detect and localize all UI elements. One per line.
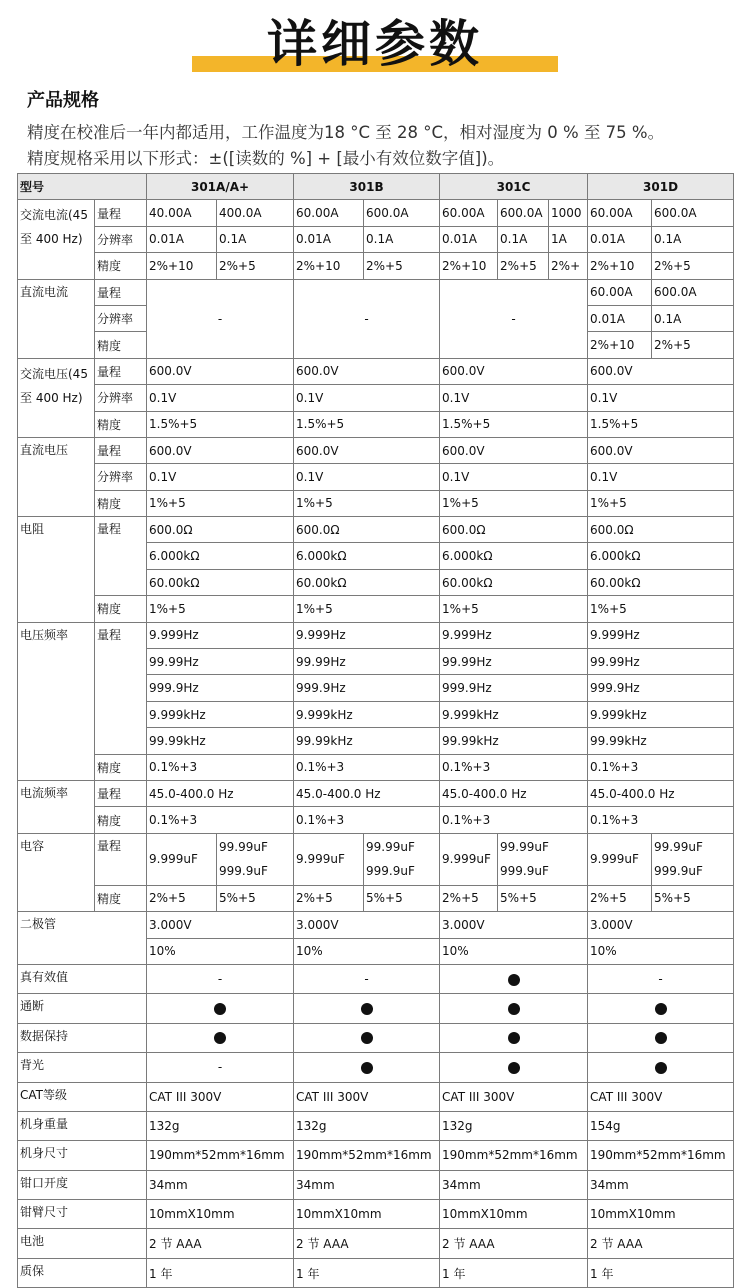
cell: 600.0V [147, 437, 294, 463]
cell: 60.00kΩ [147, 569, 294, 595]
table-row [18, 622, 734, 648]
cell: 400.0A [217, 200, 294, 226]
page-title: 详细参数 [267, 15, 483, 73]
range-label: 量程 [95, 358, 147, 384]
cell: 0.1V [588, 385, 734, 411]
cell: 0.1V [294, 464, 440, 490]
supported-cell [440, 964, 588, 993]
cap-range-max: 999.9uF [366, 864, 415, 879]
cell: 600.0A [652, 200, 734, 226]
ac-current-label: 交流电流(45至 400 Hz) [18, 200, 95, 279]
table-row [18, 517, 734, 543]
cell: 45.0-400.0 Hz [440, 780, 588, 806]
table-row [18, 358, 734, 384]
accuracy-format-note: 精度规格采用以下形式：±([读数的 %] + [最小有效位数字值])。 [27, 149, 505, 168]
cell: 60.00A [440, 200, 498, 226]
cell: 10mmX10mm [588, 1200, 734, 1229]
table-row [18, 464, 734, 490]
cell: 0.1A [364, 226, 440, 252]
cell: 99.99kHz [147, 728, 294, 754]
cell: 1 年 [440, 1258, 588, 1287]
cell: 99.99Hz [147, 649, 294, 675]
cell: 9.999kHz [147, 701, 294, 727]
arm-size-label: 钳臂尺寸 [18, 1200, 147, 1229]
cell: 600.0V [440, 437, 588, 463]
cell: 9.999kHz [588, 701, 734, 727]
cell: 0.1V [147, 385, 294, 411]
cell: 6.000kΩ [440, 543, 588, 569]
model-301c: 301C [440, 174, 588, 200]
cell: 60.00A [588, 200, 652, 226]
cell: 2%+5 [652, 253, 734, 279]
cell: 99.99kHz [294, 728, 440, 754]
cell: 6.000kΩ [588, 543, 734, 569]
cell: 1%+5 [440, 596, 588, 622]
supported-cell [440, 994, 588, 1023]
cell: 99.99kHz [440, 728, 588, 754]
cap-range-high: 99.99uF [654, 840, 703, 855]
cell: 190mm*52mm*16mm [588, 1141, 734, 1170]
cell: 34mm [588, 1170, 734, 1199]
cell: 10% [588, 938, 734, 964]
cell: 1%+5 [588, 490, 734, 516]
supported-cell [147, 1023, 294, 1052]
cell: 2 节 AAA [294, 1229, 440, 1258]
cell: 0.1%+3 [294, 754, 440, 780]
accuracy-label: 精度 [95, 253, 147, 279]
cap-range-high: 99.99uF [219, 840, 268, 855]
cell: 60.00A [294, 200, 364, 226]
cell: 2 节 AAA [147, 1229, 294, 1258]
cell: 1%+5 [588, 596, 734, 622]
accuracy-label: 精度 [95, 596, 147, 622]
range-label: 量程 [95, 279, 147, 305]
filled-circle-icon [361, 1032, 373, 1044]
cell: 0.1V [294, 385, 440, 411]
cell: 132g [294, 1111, 440, 1140]
cell: 600.0A [652, 279, 734, 305]
cell: 45.0-400.0 Hz [147, 780, 294, 806]
cell: 0.1%+3 [440, 754, 588, 780]
not-supported-cell: - [147, 279, 294, 358]
cell: 99.99kHz [588, 728, 734, 754]
cell: 0.1%+3 [588, 807, 734, 833]
cell: 9.999Hz [588, 622, 734, 648]
cell: 1%+5 [294, 596, 440, 622]
cell: 1.5%+5 [440, 411, 588, 437]
cell: 99.99Hz [294, 649, 440, 675]
cell: 1.5%+5 [588, 411, 734, 437]
resolution-label: 分辨率 [95, 305, 147, 331]
cell: 9.999kHz [440, 701, 588, 727]
table-row [18, 912, 734, 938]
true-rms-label: 真有效值 [18, 964, 147, 993]
cell: 0.01A [440, 226, 498, 252]
supported-cell [588, 1023, 734, 1052]
cell: 5%+5 [498, 885, 588, 911]
cell: 190mm*52mm*16mm [440, 1141, 588, 1170]
table-row [18, 964, 734, 993]
cell [652, 833, 734, 885]
cell: 600.0V [147, 358, 294, 384]
cell: 1%+5 [294, 490, 440, 516]
jaw-opening-label: 钳口开度 [18, 1170, 147, 1199]
cell: 0.1A [498, 226, 549, 252]
supported-cell [440, 1053, 588, 1082]
range-label: 量程 [95, 437, 147, 463]
resistance-label: 电阻 [18, 517, 95, 623]
cap-range-max: 999.9uF [500, 864, 549, 879]
cell: 2 节 AAA [588, 1229, 734, 1258]
cell: 2%+5 [364, 253, 440, 279]
cell: 2%+5 [498, 253, 549, 279]
supported-cell [147, 994, 294, 1023]
cell: 2%+ [549, 253, 588, 279]
cell: 0.1V [440, 385, 588, 411]
accuracy-label: 精度 [95, 885, 147, 911]
ac-voltage-label: 交流电压(45至 400 Hz) [18, 358, 95, 437]
table-row [18, 885, 734, 911]
supported-cell [440, 1023, 588, 1052]
continuity-label: 通断 [18, 994, 147, 1023]
supported-cell [294, 994, 440, 1023]
cap-range-high: 99.99uF [500, 840, 549, 855]
cell: 0.1V [147, 464, 294, 490]
cell: 0.1%+3 [147, 754, 294, 780]
model-label: 型号 [18, 174, 147, 200]
cell: 0.1%+3 [294, 807, 440, 833]
weight-label: 机身重量 [18, 1111, 147, 1140]
cell: 10% [294, 938, 440, 964]
range-label: 量程 [95, 833, 147, 885]
cell: 600.0V [294, 437, 440, 463]
cell: 1 年 [147, 1258, 294, 1287]
cell: 3.000V [147, 912, 294, 938]
cell: 60.00kΩ [440, 569, 588, 595]
cell: 99.99Hz [440, 649, 588, 675]
cell: 10mmX10mm [147, 1200, 294, 1229]
section-heading: 产品规格 [27, 90, 99, 111]
cell: 3.000V [294, 912, 440, 938]
cell: 1 年 [294, 1258, 440, 1287]
supported-cell [294, 1023, 440, 1052]
cell: 60.00kΩ [294, 569, 440, 595]
supported-cell [588, 1053, 734, 1082]
backlight-label: 背光 [18, 1053, 147, 1082]
cell: 9.999kHz [294, 701, 440, 727]
range-label: 量程 [95, 622, 147, 754]
table-row [18, 1111, 734, 1140]
cell: 132g [147, 1111, 294, 1140]
table-row [18, 411, 734, 437]
accuracy-label: 精度 [95, 490, 147, 516]
voltage-frequency-label: 电压频率 [18, 622, 95, 780]
table-row [18, 490, 734, 516]
cell: 34mm [294, 1170, 440, 1199]
resolution-label: 分辨率 [95, 385, 147, 411]
cell: 9.999Hz [294, 622, 440, 648]
cell: 45.0-400.0 Hz [294, 780, 440, 806]
cell: 99.99Hz [588, 649, 734, 675]
model-301d: 301D [588, 174, 734, 200]
cell: 10mmX10mm [294, 1200, 440, 1229]
cell: 9.999Hz [147, 622, 294, 648]
cell: 0.1V [588, 464, 734, 490]
not-supported-cell: - [147, 1053, 294, 1082]
cell: 9.999uF [294, 833, 364, 885]
cell: 2%+5 [652, 332, 734, 358]
cell: 600.0Ω [294, 517, 440, 543]
cell: 999.9Hz [147, 675, 294, 701]
cell: 2%+10 [147, 253, 217, 279]
cell: 600.0A [498, 200, 549, 226]
cell: 2%+5 [440, 885, 498, 911]
filled-circle-icon [655, 1062, 667, 1074]
cell: 2%+10 [440, 253, 498, 279]
cell: 600.0V [294, 358, 440, 384]
cell: 5%+5 [217, 885, 294, 911]
cell: 2%+5 [217, 253, 294, 279]
table-row [18, 754, 734, 780]
data-hold-label: 数据保持 [18, 1023, 147, 1052]
cell: 45.0-400.0 Hz [588, 780, 734, 806]
cell: 2%+10 [294, 253, 364, 279]
diode-label: 二极管 [18, 912, 147, 965]
table-row [18, 385, 734, 411]
filled-circle-icon [508, 1032, 520, 1044]
cell: 34mm [147, 1170, 294, 1199]
cat-rating-label: CAT等级 [18, 1082, 147, 1111]
current-frequency-label: 电流频率 [18, 780, 95, 833]
table-row [18, 807, 734, 833]
cell: 0.1%+3 [588, 754, 734, 780]
range-label: 量程 [95, 200, 147, 226]
cap-range-max: 999.9uF [654, 864, 703, 879]
cell: 10% [147, 938, 294, 964]
cell: 1%+5 [440, 490, 588, 516]
table-row [18, 1082, 734, 1111]
filled-circle-icon [508, 974, 520, 986]
cell: 1%+5 [147, 490, 294, 516]
cell: 1000 [549, 200, 588, 226]
cell: 600.0A [364, 200, 440, 226]
cell: 0.01A [294, 226, 364, 252]
filled-circle-icon [508, 1003, 520, 1015]
cell: 10mmX10mm [440, 1200, 588, 1229]
cell: 2%+5 [147, 885, 217, 911]
cell: CAT III 300V [440, 1082, 588, 1111]
not-supported-cell: - [440, 279, 588, 358]
size-label: 机身尺寸 [18, 1141, 147, 1170]
spec-table [17, 173, 734, 1288]
warranty-label: 质保 [18, 1258, 147, 1287]
filled-circle-icon [508, 1062, 520, 1074]
not-supported-cell: - [588, 964, 734, 993]
cell: 190mm*52mm*16mm [294, 1141, 440, 1170]
cell: 1.5%+5 [147, 411, 294, 437]
supported-cell [588, 994, 734, 1023]
cell: CAT III 300V [294, 1082, 440, 1111]
table-row [18, 596, 734, 622]
table-row [18, 253, 734, 279]
supported-cell [294, 1053, 440, 1082]
filled-circle-icon [214, 1003, 226, 1015]
table-header-row [18, 174, 734, 200]
range-label: 量程 [95, 780, 147, 806]
cell: 600.0V [440, 358, 588, 384]
cell: 1 年 [588, 1258, 734, 1287]
cell [364, 833, 440, 885]
cell: 1.5%+5 [294, 411, 440, 437]
table-row [18, 200, 734, 226]
cell: 60.00kΩ [588, 569, 734, 595]
cell: 190mm*52mm*16mm [147, 1141, 294, 1170]
cell: 999.9Hz [588, 675, 734, 701]
cell [498, 833, 588, 885]
filled-circle-icon [361, 1062, 373, 1074]
not-supported-cell: - [147, 964, 294, 993]
dc-voltage-label: 直流电压 [18, 437, 95, 516]
dc-current-label: 直流电流 [18, 279, 95, 358]
cell: 2 节 AAA [440, 1229, 588, 1258]
cell: 2%+5 [294, 885, 364, 911]
cell: 5%+5 [364, 885, 440, 911]
title-area [0, 0, 750, 80]
table-row [18, 1229, 734, 1258]
resolution-label: 分辨率 [95, 464, 147, 490]
cell: 600.0V [588, 358, 734, 384]
table-row [18, 780, 734, 806]
cell: 2%+10 [588, 332, 652, 358]
cell: 600.0Ω [588, 517, 734, 543]
cell: 1%+5 [147, 596, 294, 622]
cell: 0.1A [652, 305, 734, 331]
cell: 600.0Ω [440, 517, 588, 543]
cell: 0.01A [588, 305, 652, 331]
filled-circle-icon [361, 1003, 373, 1015]
cell: 600.0Ω [147, 517, 294, 543]
table-row [18, 1200, 734, 1229]
table-row [18, 1141, 734, 1170]
model-301b: 301B [294, 174, 440, 200]
cell: 0.1%+3 [440, 807, 588, 833]
not-supported-cell: - [294, 964, 440, 993]
cell: 6.000kΩ [147, 543, 294, 569]
cell: 3.000V [440, 912, 588, 938]
cell: 5%+5 [652, 885, 734, 911]
table-row [18, 1053, 734, 1082]
table-row [18, 833, 734, 885]
cell: CAT III 300V [588, 1082, 734, 1111]
accuracy-label: 精度 [95, 807, 147, 833]
cell: 40.00A [147, 200, 217, 226]
cell: 34mm [440, 1170, 588, 1199]
table-row [18, 1170, 734, 1199]
cell: 1A [549, 226, 588, 252]
cell: 0.1%+3 [147, 807, 294, 833]
range-label: 量程 [95, 517, 147, 596]
not-supported-cell: - [294, 279, 440, 358]
cell: CAT III 300V [147, 1082, 294, 1111]
filled-circle-icon [214, 1032, 226, 1044]
cell: 6.000kΩ [294, 543, 440, 569]
table-row [18, 1023, 734, 1052]
table-row [18, 226, 734, 252]
capacitance-label: 电容 [18, 833, 95, 911]
cell: 0.1V [440, 464, 588, 490]
resolution-label: 分辨率 [95, 226, 147, 252]
cell: 3.000V [588, 912, 734, 938]
cell: 10% [440, 938, 588, 964]
battery-label: 电池 [18, 1229, 147, 1258]
cell: 600.0V [588, 437, 734, 463]
model-301a: 301A/A+ [147, 174, 294, 200]
cell: 132g [440, 1111, 588, 1140]
table-row [18, 437, 734, 463]
cell [217, 833, 294, 885]
cell: 999.9Hz [294, 675, 440, 701]
accuracy-label: 精度 [95, 332, 147, 358]
cell: 0.01A [147, 226, 217, 252]
accuracy-label: 精度 [95, 754, 147, 780]
table-row [18, 279, 734, 305]
table-row [18, 994, 734, 1023]
cell: 60.00A [588, 279, 652, 305]
cell: 0.01A [588, 226, 652, 252]
cell: 9.999uF [147, 833, 217, 885]
filled-circle-icon [655, 1003, 667, 1015]
filled-circle-icon [655, 1032, 667, 1044]
cell: 2%+10 [588, 253, 652, 279]
table-row [18, 1258, 734, 1287]
cell: 154g [588, 1111, 734, 1140]
accuracy-note: 精度在校准后一年内都适用，工作温度为18 °C 至 28 °C，相对湿度为 0 % 至 75 %。 [27, 123, 665, 142]
cell: 0.1A [217, 226, 294, 252]
accuracy-label: 精度 [95, 411, 147, 437]
cell: 9.999Hz [440, 622, 588, 648]
cell: 0.1A [652, 226, 734, 252]
cell: 9.999uF [440, 833, 498, 885]
cell: 9.999uF [588, 833, 652, 885]
cap-range-max: 999.9uF [219, 864, 268, 879]
cap-range-high: 99.99uF [366, 840, 415, 855]
cell: 999.9Hz [440, 675, 588, 701]
cell: 2%+5 [588, 885, 652, 911]
